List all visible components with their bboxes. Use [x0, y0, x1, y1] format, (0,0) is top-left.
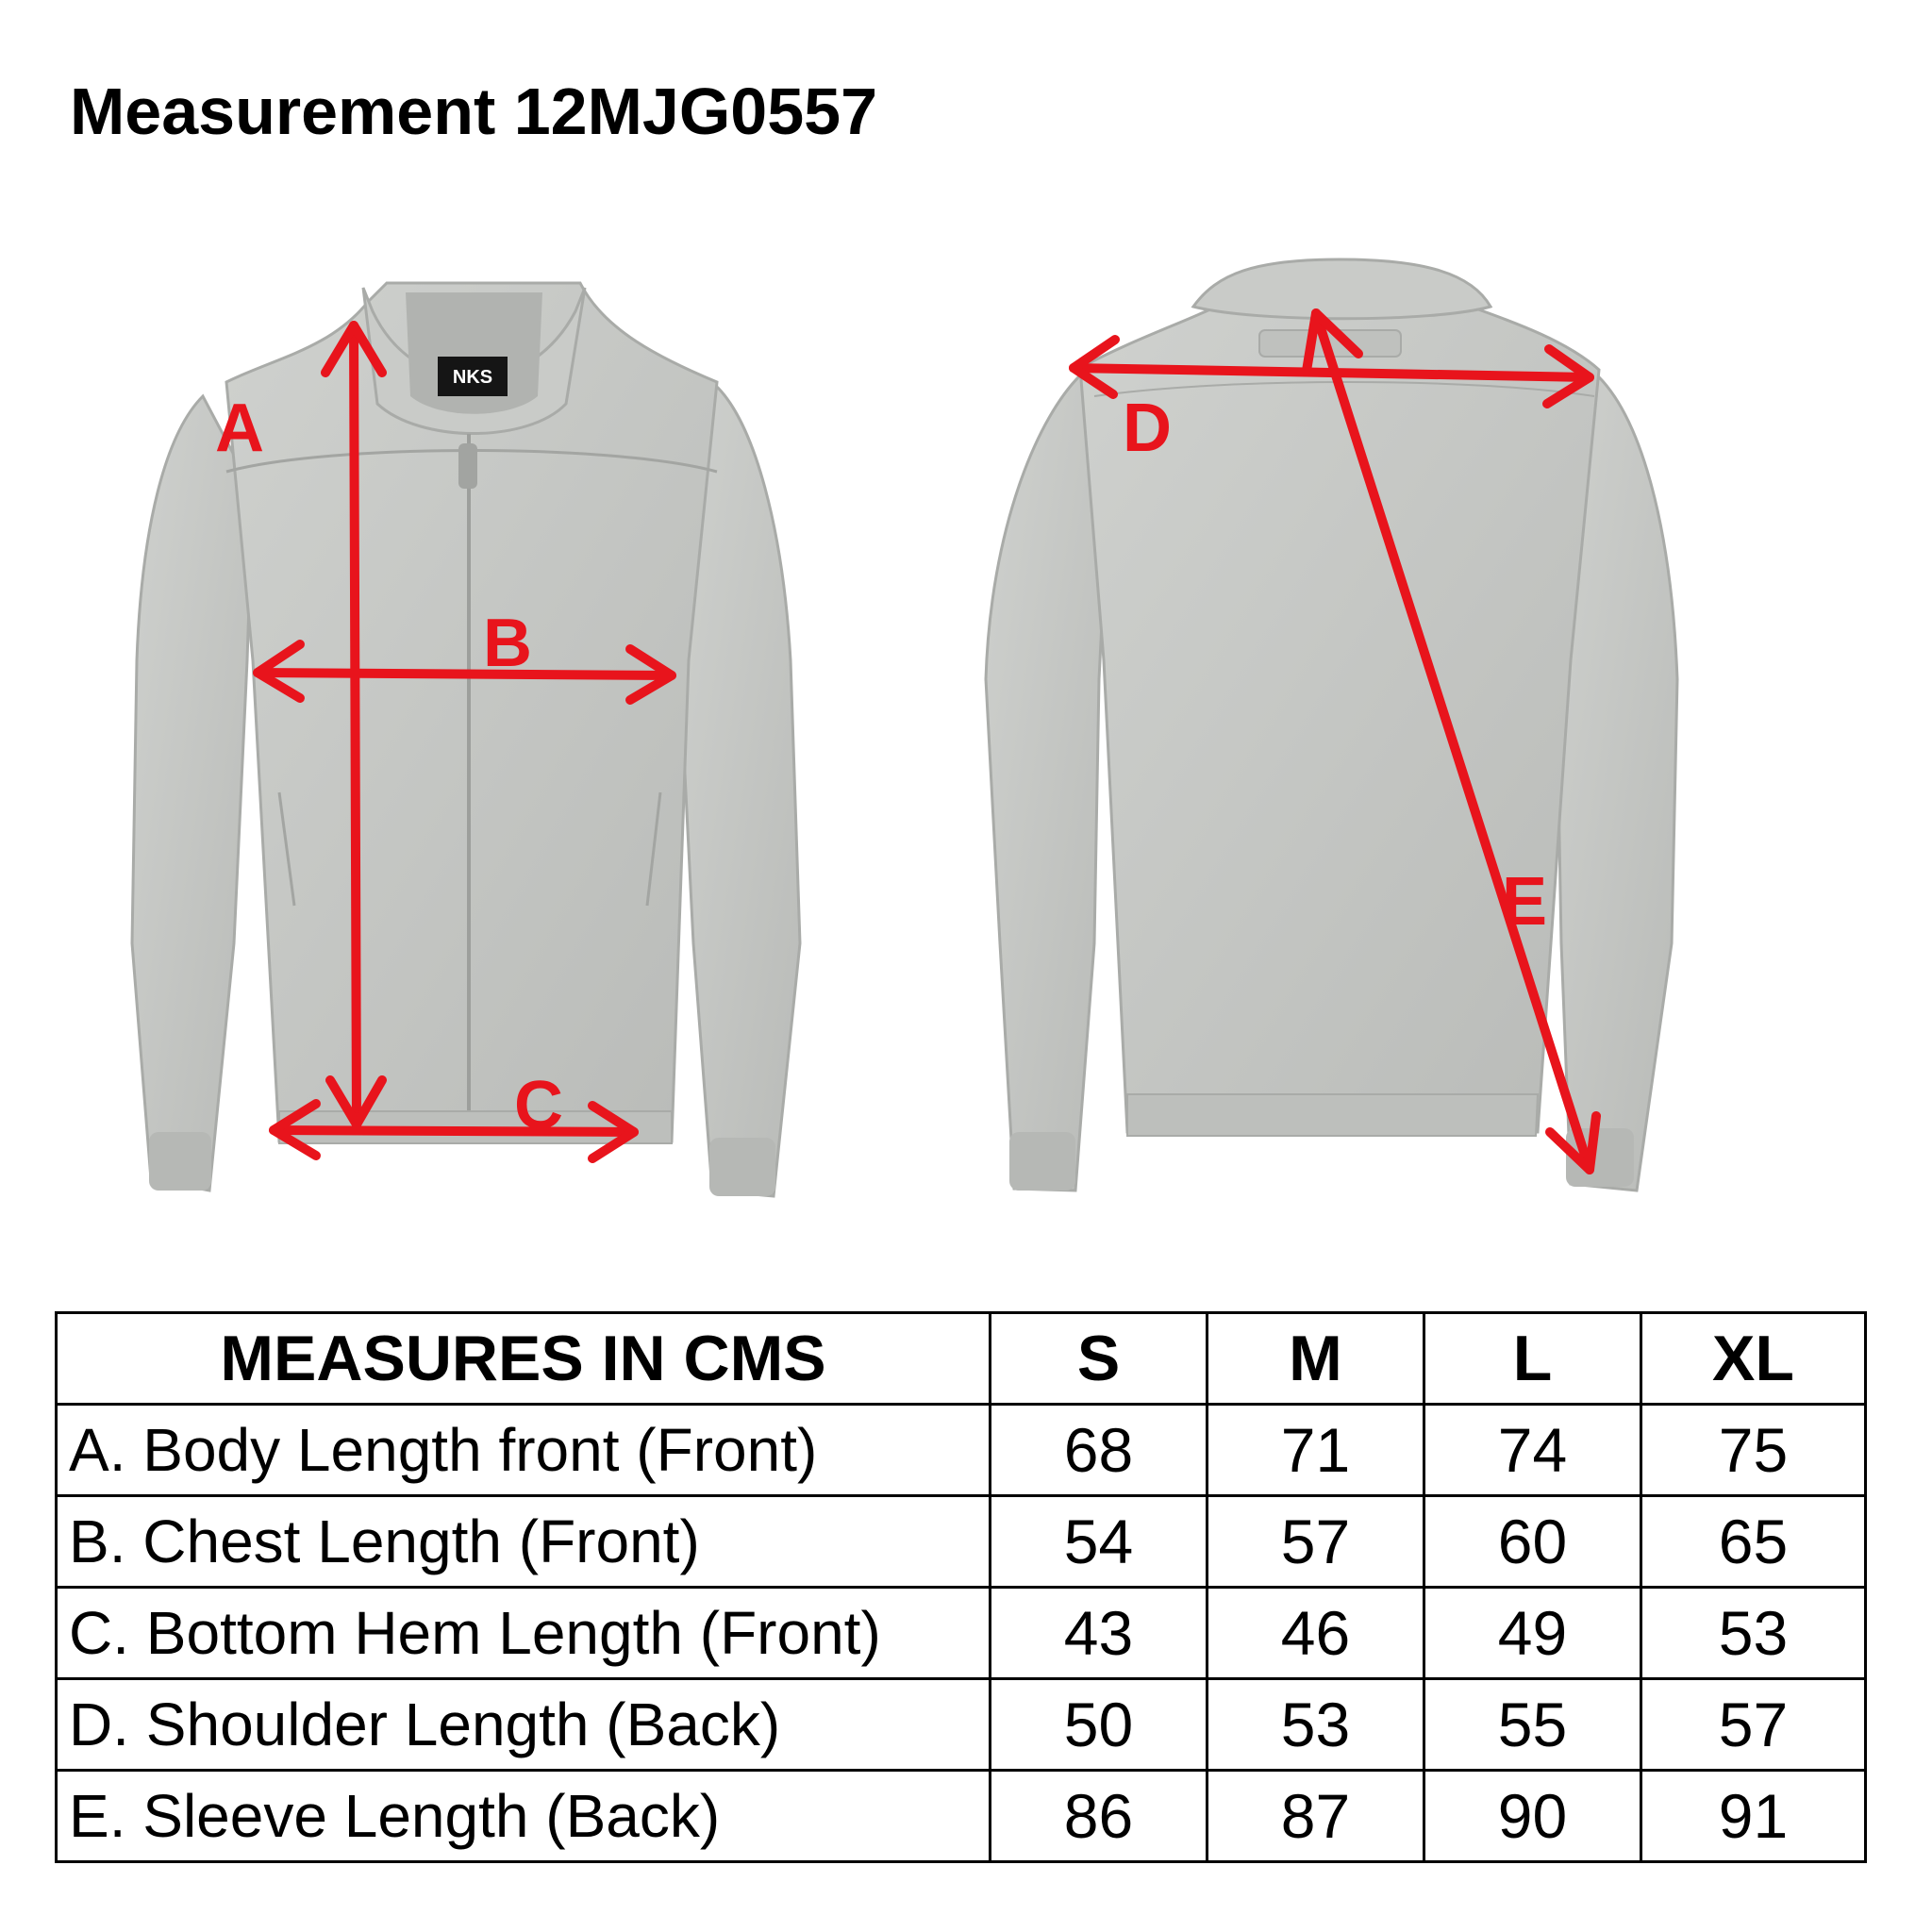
- brand-tag-text: NKS: [452, 367, 493, 388]
- table-row: [57, 1496, 1866, 1588]
- table-header-row: [57, 1313, 1866, 1405]
- cell-value: 43: [991, 1588, 1208, 1679]
- cell-value: 90: [1424, 1771, 1641, 1862]
- row-label: B. Chest Length (Front): [57, 1496, 991, 1588]
- cell-value: 75: [1641, 1405, 1866, 1496]
- cell-value: 68: [991, 1405, 1208, 1496]
- table-row: [57, 1771, 1866, 1862]
- cell-value: 65: [1641, 1496, 1866, 1588]
- header-size-l: L: [1424, 1313, 1641, 1405]
- table-row: [57, 1679, 1866, 1771]
- cell-value: 50: [991, 1679, 1208, 1771]
- cell-value: 54: [991, 1496, 1208, 1588]
- row-label: E. Sleeve Length (Back): [57, 1771, 991, 1862]
- table-row: [57, 1405, 1866, 1496]
- arrow-b: [258, 673, 672, 675]
- header-size-xl: XL: [1641, 1313, 1866, 1405]
- cell-value: 74: [1424, 1405, 1641, 1496]
- cell-value: 57: [1208, 1496, 1424, 1588]
- cell-value: 46: [1208, 1588, 1424, 1679]
- cell-value: 53: [1208, 1679, 1424, 1771]
- cell-value: 49: [1424, 1588, 1641, 1679]
- table-row: [57, 1588, 1866, 1679]
- cell-value: 87: [1208, 1771, 1424, 1862]
- header-size-m: M: [1208, 1313, 1424, 1405]
- label-e: E: [1502, 864, 1548, 940]
- cell-value: 71: [1208, 1405, 1424, 1496]
- back-jacket-image: [986, 259, 1677, 1191]
- label-a: A: [215, 391, 264, 466]
- arrow-a: [354, 325, 357, 1124]
- cell-value: 57: [1641, 1679, 1866, 1771]
- row-label: D. Shoulder Length (Back): [57, 1679, 991, 1771]
- label-b: B: [483, 606, 532, 681]
- row-label: A. Body Length front (Front): [57, 1405, 991, 1496]
- label-d: D: [1123, 391, 1172, 466]
- cell-value: 60: [1424, 1496, 1641, 1588]
- label-c: C: [514, 1068, 563, 1143]
- cell-value: 91: [1641, 1771, 1866, 1862]
- cell-value: 53: [1641, 1588, 1866, 1679]
- header-size-s: S: [991, 1313, 1208, 1405]
- arrow-c: [274, 1130, 634, 1132]
- cell-value: 55: [1424, 1679, 1641, 1771]
- row-label: C. Bottom Hem Length (Front): [57, 1588, 991, 1679]
- size-chart-table: [55, 1311, 1867, 1863]
- cell-value: 86: [991, 1771, 1208, 1862]
- page-title: Measurement 12MJG0557: [70, 75, 877, 148]
- header-measures: MEASURES IN CMS: [57, 1313, 991, 1405]
